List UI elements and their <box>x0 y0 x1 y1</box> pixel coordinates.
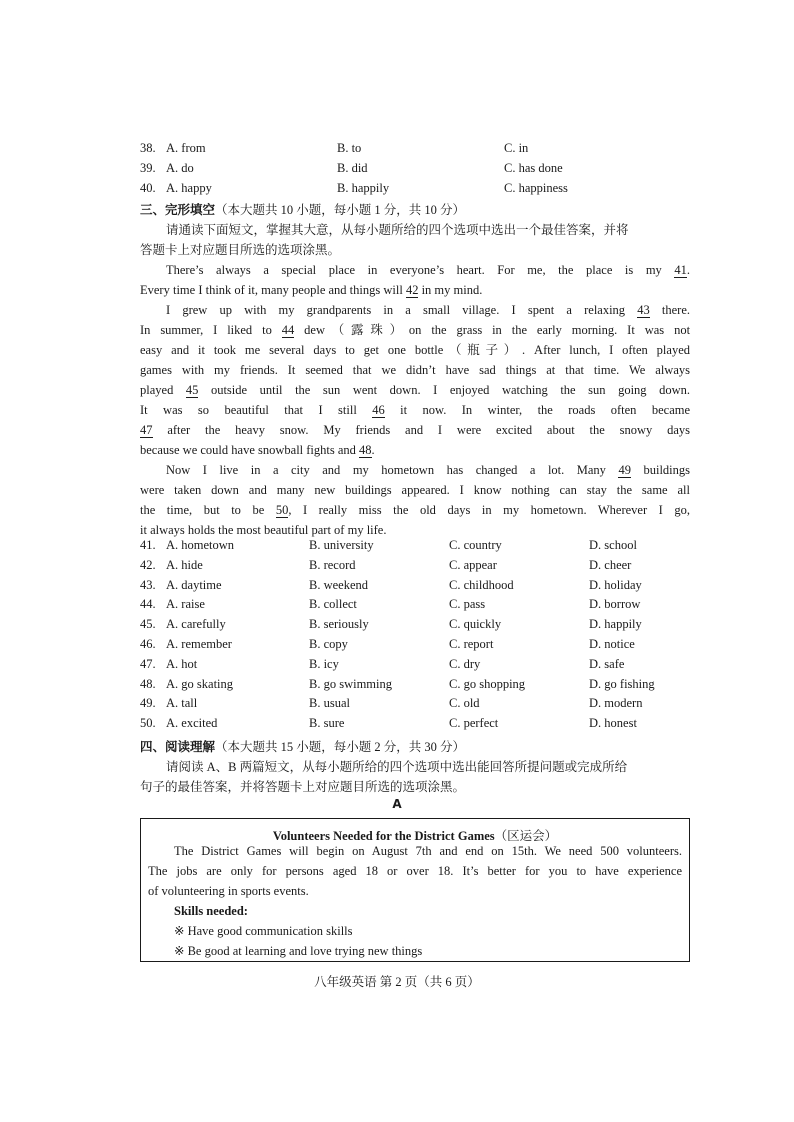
passage-text: , I really miss the old days in my hometown. Wherever I go, <box>288 503 691 517</box>
blank-48: 48 <box>359 443 372 457</box>
option-a: A. tall <box>166 696 198 711</box>
question-number: 39. <box>140 161 156 175</box>
passage-text: games with my friends. It seemed that we didn’t have sad things at that time. We always <box>140 363 690 377</box>
instruction-line: 请阅读 A、B 两篇短文，从每小题所给的四个选项中选出能回答所提问题或完成所给 <box>166 760 628 774</box>
option-c: C. has done <box>504 161 563 175</box>
blank-49: 49 <box>618 463 631 477</box>
section-3-instructions <box>140 220 690 260</box>
notice-title-zh: （区运会） <box>494 829 558 843</box>
section-4-heading <box>140 737 465 757</box>
passage-text: it always holds the most beautiful part of my life. <box>140 523 387 537</box>
option-a: A. carefully <box>166 617 226 632</box>
option-c: C. perfect <box>449 716 499 731</box>
passage-line <box>140 360 690 380</box>
option-c: C. country <box>449 538 502 552</box>
blank-43: 43 <box>637 303 650 317</box>
notice-line: of volunteering in sports events. <box>148 884 309 898</box>
passage-line <box>140 280 690 300</box>
section-4-note: （本大题共 15 小题，每小题 2 分，共 30 分） <box>215 740 466 754</box>
option-d: D. holiday <box>589 577 642 592</box>
passage-text: I grew up with my grandparents in a small village. I spent a relaxing <box>166 303 626 317</box>
passage-line <box>140 300 690 320</box>
blank-42: 42 <box>405 283 419 297</box>
option-a: A. hometown <box>166 538 235 552</box>
skill-item: ※ Be good at learning and love trying new things <box>174 944 423 958</box>
option-c: C. appear <box>449 557 497 572</box>
option-d: D. go fishing <box>589 676 655 691</box>
option-c: C. go shopping <box>449 676 526 691</box>
passage-line <box>140 260 690 280</box>
passage-text: there. <box>661 303 691 317</box>
passage-text: Every time I think of it, many people and things will <box>140 283 403 297</box>
option-c: C. in <box>504 141 529 155</box>
option-b: B. usual <box>309 696 350 711</box>
option-b: B. icy <box>309 656 339 671</box>
passage-text: There’s always a special place in everyone’s heart. For me, the place is my <box>166 263 662 277</box>
notice-line: The jobs are only for persons aged 18 or over 18. It’s better for you to have experience <box>148 864 682 878</box>
passage-text: dew（露珠）on the grass in the early morning. It was not <box>304 323 691 337</box>
notice-title-text: Volunteers Needed for the District Games <box>272 829 495 843</box>
skills-heading: Skills needed: <box>174 904 248 918</box>
option-b: B. did <box>337 161 368 175</box>
option-b: B. seriously <box>309 617 369 632</box>
blank-50: 50 <box>275 503 289 517</box>
option-d: D. honest <box>589 716 637 731</box>
option-a: A. do <box>166 161 194 175</box>
question-number: 38. <box>140 141 156 155</box>
passage-text: were taken down and many new buildings appeared. I know nothing can stay the same all <box>140 483 690 497</box>
question-number: 40. <box>140 181 156 195</box>
option-b: B. happily <box>337 181 390 195</box>
option-d: D. notice <box>589 637 635 651</box>
option-a: A. hot <box>166 656 198 671</box>
option-c: C. old <box>449 696 480 711</box>
option-d: D. school <box>589 538 637 552</box>
section-4-title: 四、阅读理解 <box>140 739 216 754</box>
section-3-title: 三、完形填空 <box>140 202 216 217</box>
option-b: B. sure <box>309 716 345 731</box>
instruction-line: 句子的最佳答案，并将答题卡上对应题目所选的选项涂黑。 <box>140 780 466 794</box>
option-a: A. remember <box>166 637 232 651</box>
blank-41: 41 <box>674 263 687 277</box>
question-number: 49. <box>140 696 156 711</box>
question-number: 43. <box>140 577 156 592</box>
passage-line <box>140 400 690 420</box>
question-number: 41. <box>140 538 156 552</box>
passage-text: It was so beautiful that I still <box>140 403 357 417</box>
option-a: A. raise <box>166 597 205 612</box>
skill-item: ※ Have good communication skills <box>174 924 353 938</box>
passage-line <box>140 340 690 360</box>
passage-text: Now I live in a city and my hometown has changed a lot. Many <box>166 463 606 477</box>
question-number: 46. <box>140 637 156 651</box>
question-number: 50. <box>140 716 156 731</box>
blank-44: 44 <box>281 323 295 337</box>
question-number: 44. <box>140 597 156 612</box>
section-3-heading <box>140 200 465 220</box>
passage-line <box>140 380 690 400</box>
option-a: A. happy <box>166 181 212 195</box>
option-b: B. weekend <box>309 577 369 592</box>
passage-line <box>140 520 690 540</box>
cloze-passage <box>140 260 690 540</box>
option-c: C. pass <box>449 597 486 612</box>
option-d: D. happily <box>589 617 642 632</box>
option-a: A. from <box>166 141 206 155</box>
passage-text: after the heavy snow. My friends and I were excited about the snowy days <box>167 423 690 437</box>
blank-47: 47 <box>140 423 153 437</box>
option-b: B. university <box>309 538 374 552</box>
option-a: A. daytime <box>166 577 222 592</box>
option-b: B. copy <box>309 637 348 651</box>
passage-line <box>140 320 690 340</box>
passage-text: in my mind. <box>421 283 483 297</box>
passage-line <box>140 440 690 460</box>
option-b: B. record <box>309 557 356 572</box>
question-number: 45. <box>140 617 156 632</box>
option-d: D. modern <box>589 696 643 711</box>
blank-46: 46 <box>372 403 385 417</box>
passage-line <box>140 480 690 500</box>
section-3-note: （本大题共 10 小题，每小题 1 分，共 10 分） <box>215 203 466 217</box>
passage-text: it now. In winter, the roads often became <box>400 403 691 417</box>
option-c: C. dry <box>449 656 481 671</box>
passage-text: easy and it took me several days to get one bottle（瓶子）. After lunch, I often played <box>140 343 690 357</box>
passage-text: the time, but to be <box>140 503 265 517</box>
option-d: D. borrow <box>589 597 641 612</box>
blank-45: 45 <box>185 383 199 397</box>
option-b: B. go swimming <box>309 676 392 691</box>
option-d: D. safe <box>589 656 625 671</box>
passage-label-a: A <box>392 797 402 811</box>
passage-text: . <box>371 443 375 457</box>
notice-line: The District Games will begin on August 7th and end on 15th. We need 500 volunteers. <box>174 844 682 858</box>
option-a: A. go skating <box>166 676 234 691</box>
option-c: C. happiness <box>504 181 568 195</box>
question-number: 42. <box>140 557 156 572</box>
passage-text: because we could have snowball fights and <box>140 443 356 457</box>
passage-line <box>140 500 690 520</box>
option-b: B. to <box>337 141 362 155</box>
passage-text: outside until the sun went down. I enjoyed watching the sun going down. <box>210 383 691 397</box>
volunteer-notice-box <box>140 818 690 962</box>
passage-text: played <box>140 383 174 397</box>
passage-text: . <box>686 263 690 277</box>
passage-line <box>140 420 690 440</box>
option-c: C. quickly <box>449 617 502 632</box>
option-b: B. collect <box>309 597 357 612</box>
question-number: 47. <box>140 656 156 671</box>
passage-text: In summer, I liked to <box>140 323 272 337</box>
instruction-line: 请通读下面短文，掌握其大意，从每小题所给的四个选项中选出一个最佳答案，并将 <box>166 223 629 237</box>
option-c: C. report <box>449 637 494 651</box>
passage-text: buildings <box>643 463 691 477</box>
section-4-instructions <box>140 757 690 797</box>
passage-line <box>140 460 690 480</box>
option-c: C. childhood <box>449 577 514 592</box>
instruction-line: 答题卡上对应题目所选的选项涂黑。 <box>140 243 341 257</box>
option-a: A. excited <box>166 716 218 731</box>
option-a: A. hide <box>166 557 203 572</box>
question-number: 48. <box>140 676 156 691</box>
option-d: D. cheer <box>589 557 632 572</box>
page-footer: 八年级英语 第 2 页（共 6 页） <box>314 975 480 989</box>
